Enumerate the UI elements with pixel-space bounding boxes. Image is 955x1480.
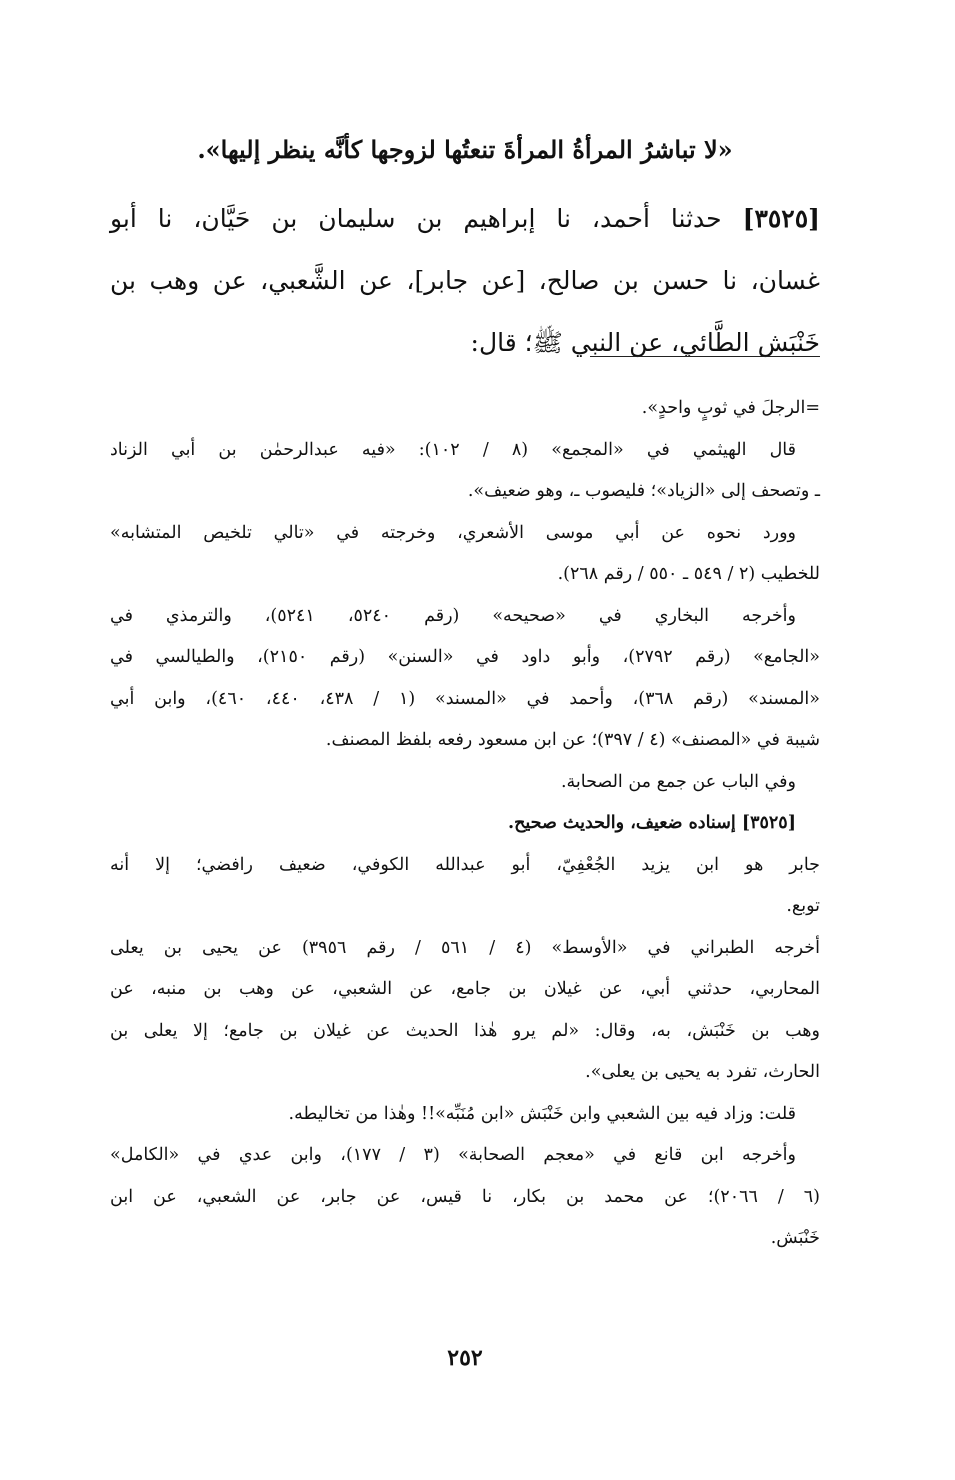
footnote-separator <box>590 356 820 357</box>
hadith-main-text <box>110 188 820 374</box>
hadith-number: [٣٥٢٥] <box>742 204 820 233</box>
footnote-line: «الجامع» (رقم ٢٧٩٢)، وأبو داود في «السنن» (رقم ٢١٥٠)، والطيالسي في <box>110 647 820 667</box>
footnote-line: قلت: وزاد فيه بين الشعبي وابن خَنْبَش «ابن مُنَبِّه»!! وهٰذا من تخاليطه. <box>288 1103 796 1124</box>
footnote-line: (٦ / ٢٠٦٦)؛ عن محمد بن بكار، نا قيس، عن جابر، عن الشعبي، عن ابن <box>110 1186 820 1207</box>
footnote-line: توبع. <box>786 896 820 916</box>
hadith-line-3: خَنْبَش الطَّائي، عن النبي ﷺ؛ قال: <box>470 328 820 357</box>
footnote-line: ـ وتصحف إلى «الزياد»؛ فليصوب ـ، وهو ضعيف». <box>467 481 820 501</box>
footnote-line: «المسند» (رقم ٣٦٨)، وأحمد في «المسند» (١ / ٤٣٨، ٤٤٠، ٤٦٠)، وابن أبي <box>110 688 820 709</box>
footnotes <box>110 388 820 1260</box>
footnote-line: وأخرجه ابن قانع في «معجم الصحابة» (٣ / ١٧٧)، وابن عدي في «الكامل» <box>110 1145 796 1165</box>
footnote-line: المحاربي، حدثني أبي، عن غيلان بن جامع، عن الشعبي، عن وهب بن منبه، عن <box>110 979 820 999</box>
hadith-line-1-text: حدثنا أحمد، نا إبراهيم بن سليمان بن حَيَّان، نا أبو <box>110 204 722 233</box>
footnote-line: للخطيب (٢ / ٥٤٩ ـ ٥٥٠ / رقم ٢٦٨). <box>557 564 820 584</box>
footnote-heading: [٣٥٢٥] إسناده ضعيف، والحديث صحيح. <box>508 813 796 833</box>
footnote-line: وورد نحوه عن أبي موسى الأشعري، وخرجته في «تالي تلخيص المتشابه» <box>110 522 796 543</box>
footnote-line: شيبة في «المصنف» (٤ / ٣٩٧)؛ عن ابن مسعود رفعه بلفظ المصنف. <box>325 730 820 750</box>
footnote-line: =الرجلَ في ثوبٍ واحدٍ». <box>641 398 820 418</box>
footnote-line: أخرجه الطبراني في «الأوسط» (٤ / ٥٦١ / رقم ٣٩٥٦) عن يحيى بن يعلى <box>110 937 820 958</box>
hadith-line-2: غسان، نا حسن بن صالح، [عن جابر]، عن الشَّعبي، عن وهب بن <box>110 266 820 295</box>
footnote-line: وفي الباب عن جمع من الصحابة. <box>560 771 796 792</box>
hadith-text-heading: «لا تباشرُ المرأةُ المرأةَ تنعتُها لزوجها كأنَّه ينظر إليها». <box>197 135 733 164</box>
footnote-line: وهب بن خَنْبَش، به، وقال: «لم يرو هٰذا الحديث عن غيلان بن جامع؛ إلا يعلى بن <box>110 1020 820 1041</box>
footnote-line: خَنْبَش. <box>770 1228 820 1248</box>
page-number: ٢٥٢ <box>447 1345 483 1371</box>
footnote-line: وأخرجه البخاري في «صحيحه» (رقم ٥٢٤٠، ٥٢٤١)، والترمذي في <box>110 605 796 626</box>
footnote-line: الحارث، تفرد به يحيى بن يعلى». <box>585 1062 820 1082</box>
hadith-line-1 <box>110 188 820 250</box>
footnote-line: قال الهيثمي في «المجمع» (٨ / ١٠٢): «فيه عبدالرحمٰن بن أبي الزناد <box>110 439 796 460</box>
book-page <box>110 0 820 1480</box>
footnote-line: جابر هو ابن يزيد الجُعْفِيّ، أبو عبدالله الكوفي، ضعيف رافضي؛ إلا أنه <box>110 854 820 875</box>
